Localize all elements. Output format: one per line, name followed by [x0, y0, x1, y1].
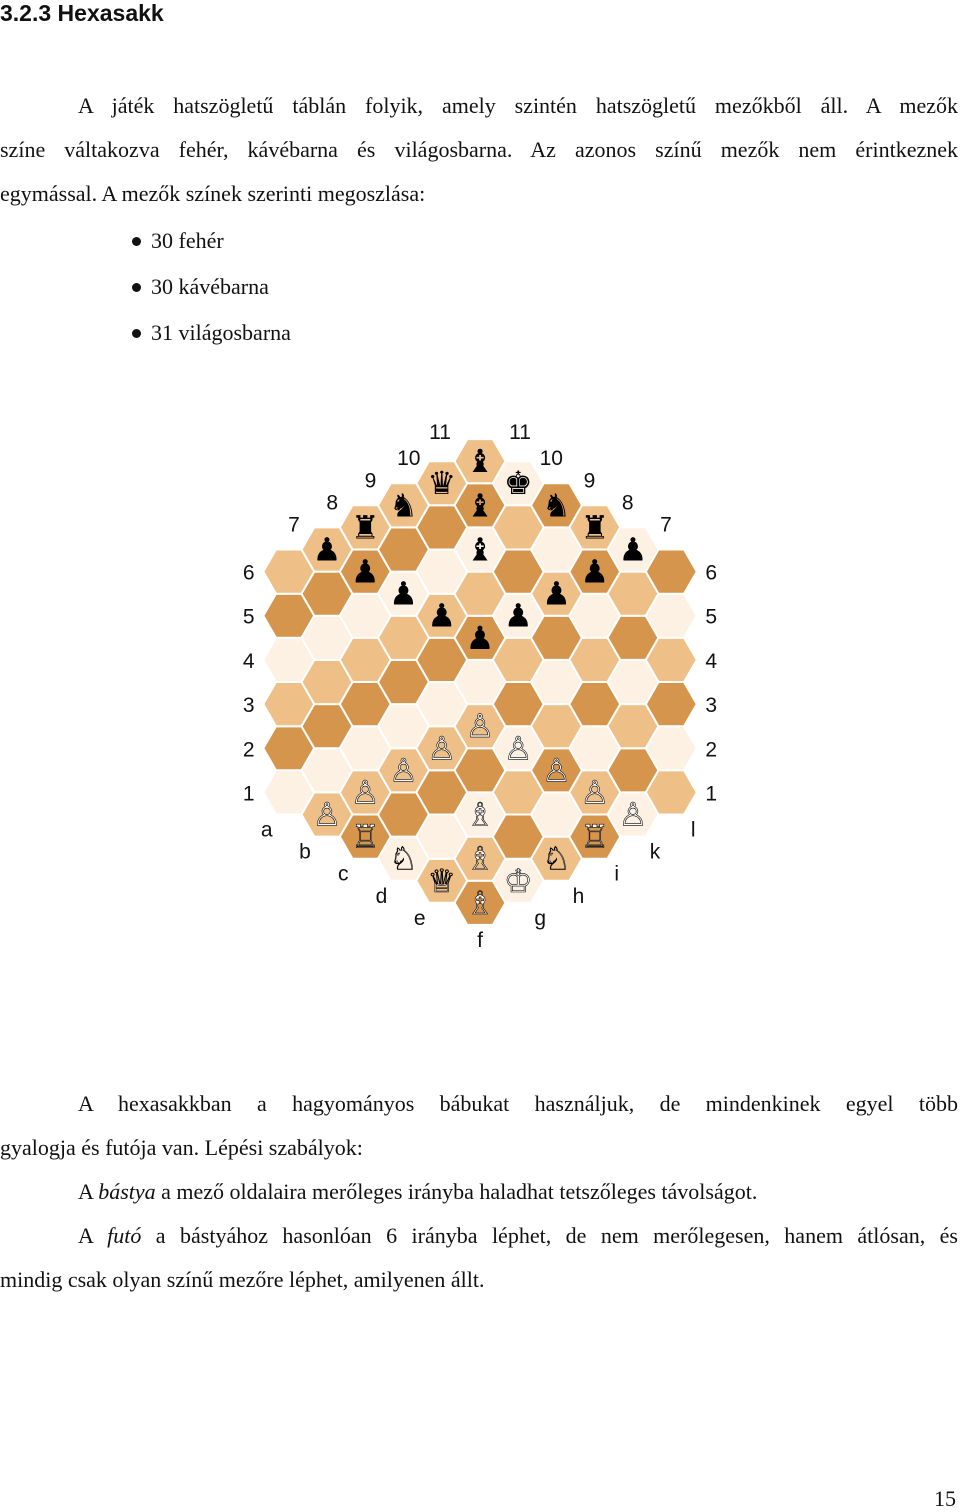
white-king-icon: ♔	[503, 861, 533, 900]
black-pawn-icon: ♟	[350, 552, 380, 591]
black-bishop-icon: ♝	[465, 530, 495, 569]
rank-label: 9	[364, 469, 377, 493]
rank-label: 3	[242, 694, 255, 718]
white-bishop-icon: ♗	[465, 883, 495, 922]
rank-label: 2	[705, 738, 718, 762]
list-item-text: 30 fehér	[151, 228, 224, 253]
white-pawn-icon: ♙	[389, 751, 418, 790]
color-distribution-list	[132, 218, 291, 356]
file-label: e	[413, 906, 426, 930]
rule-text: A	[78, 1223, 108, 1248]
rank-label: 10	[539, 447, 563, 471]
black-knight-icon: ♞	[542, 486, 571, 525]
bullet-icon	[132, 237, 141, 246]
rank-label: 9	[583, 469, 596, 493]
rule-text: a bástyához hasonlóan 6 irányba léphet, de nem merőlegesen, hanem átlósan, és	[141, 1223, 958, 1248]
hexagonal-chess-board	[0, 390, 960, 1010]
rank-label: 6	[705, 561, 718, 585]
rules-paragraph	[0, 1082, 958, 1302]
rank-label: 4	[242, 649, 255, 673]
list-item-text: 31 világosbarna	[151, 320, 291, 345]
file-label: c	[338, 862, 349, 886]
rules-line: mindig csak olyan színű mezőre léphet, amilyenen állt.	[0, 1267, 485, 1292]
file-label: k	[649, 840, 661, 864]
file-label: h	[572, 884, 585, 908]
rank-label: 3	[705, 694, 718, 718]
list-item	[132, 218, 291, 264]
rank-label: 8	[621, 491, 634, 515]
white-rook-icon: ♖	[580, 817, 610, 856]
black-pawn-icon: ♟	[389, 574, 418, 613]
rank-label: 5	[242, 605, 255, 629]
rules-line: A hexasakkban a hagyományos bábukat használjuk, de mindenkinek egyel több	[78, 1091, 958, 1116]
rank-label: 7	[660, 513, 672, 537]
black-pawn-icon: ♟	[542, 574, 571, 613]
rank-label: 11	[429, 421, 451, 445]
intro-line: A játék hatszögletű táblán folyik, amely szintén hatszögletű mezőkből áll. A mezők	[78, 93, 958, 118]
file-label: b	[299, 840, 311, 864]
black-pawn-icon: ♟	[465, 618, 495, 657]
white-knight-icon: ♘	[389, 839, 418, 878]
intro-line: színe váltakozva fehér, kávébarna és világosbarna. Az azonos színű mezők nem érintkeznek	[0, 137, 958, 162]
black-knight-icon: ♞	[389, 486, 418, 525]
rank-label: 1	[242, 782, 255, 806]
black-pawn-icon: ♟	[618, 530, 648, 569]
rank-label: 2	[242, 738, 255, 762]
white-pawn-icon: ♙	[350, 773, 380, 812]
white-pawn-icon: ♙	[618, 795, 648, 834]
black-pawn-icon: ♟	[312, 530, 342, 569]
white-bishop-icon: ♗	[465, 795, 495, 834]
file-label: a	[260, 818, 273, 842]
rook-rule	[0, 1170, 958, 1214]
bullet-icon	[132, 329, 141, 338]
white-knight-icon: ♘	[542, 839, 571, 878]
rank-label: 7	[288, 513, 300, 537]
black-queen-icon: ♛	[427, 464, 457, 503]
rules-line: gyalogja és futója van. Lépési szabályok:	[0, 1135, 363, 1160]
file-label: d	[375, 884, 388, 908]
file-label: f	[477, 928, 483, 952]
black-rook-icon: ♜	[580, 508, 610, 547]
white-queen-icon: ♕	[427, 861, 457, 900]
bullet-icon	[132, 283, 141, 292]
rank-label: 11	[509, 421, 531, 445]
list-item	[132, 264, 291, 310]
file-label: l	[690, 818, 696, 842]
intro-paragraph	[0, 84, 958, 216]
black-rook-icon: ♜	[350, 508, 380, 547]
rank-label: 5	[705, 605, 718, 629]
white-bishop-icon: ♗	[465, 839, 495, 878]
white-pawn-icon: ♙	[580, 773, 610, 812]
bishop-term: futó	[107, 1223, 142, 1248]
rank-label: 4	[705, 649, 718, 673]
white-rook-icon: ♖	[350, 817, 380, 856]
black-pawn-icon: ♟	[427, 596, 457, 635]
white-pawn-icon: ♙	[542, 751, 571, 790]
white-pawn-icon: ♙	[427, 729, 457, 768]
rank-label: 10	[397, 447, 421, 471]
rank-label: 1	[705, 782, 718, 806]
rule-text: A	[78, 1179, 99, 1204]
section-heading: 3.2.3 Hexasakk	[0, 0, 164, 26]
rank-label: 8	[326, 491, 339, 515]
black-bishop-icon: ♝	[465, 442, 495, 481]
black-bishop-icon: ♝	[465, 486, 495, 525]
white-pawn-icon: ♙	[503, 729, 533, 768]
file-label: i	[614, 862, 620, 886]
black-pawn-icon: ♟	[580, 552, 610, 591]
black-king-icon: ♚	[503, 464, 533, 503]
file-label: g	[534, 906, 547, 930]
list-item-text: 30 kávébarna	[151, 274, 269, 299]
rule-text: a mező oldalaira merőleges irányba haladhat tetszőleges távolságot.	[155, 1179, 758, 1204]
white-pawn-icon: ♙	[312, 795, 342, 834]
page-number: 15	[934, 1486, 956, 1511]
black-pawn-icon: ♟	[503, 596, 533, 635]
white-pawn-icon: ♙	[465, 707, 495, 746]
bishop-rule	[0, 1214, 958, 1258]
list-item	[132, 310, 291, 356]
rank-label: 6	[242, 561, 255, 585]
rook-term: bástya	[98, 1179, 156, 1204]
intro-line: egymással. A mezők színek szerinti megoszlása:	[0, 181, 426, 206]
